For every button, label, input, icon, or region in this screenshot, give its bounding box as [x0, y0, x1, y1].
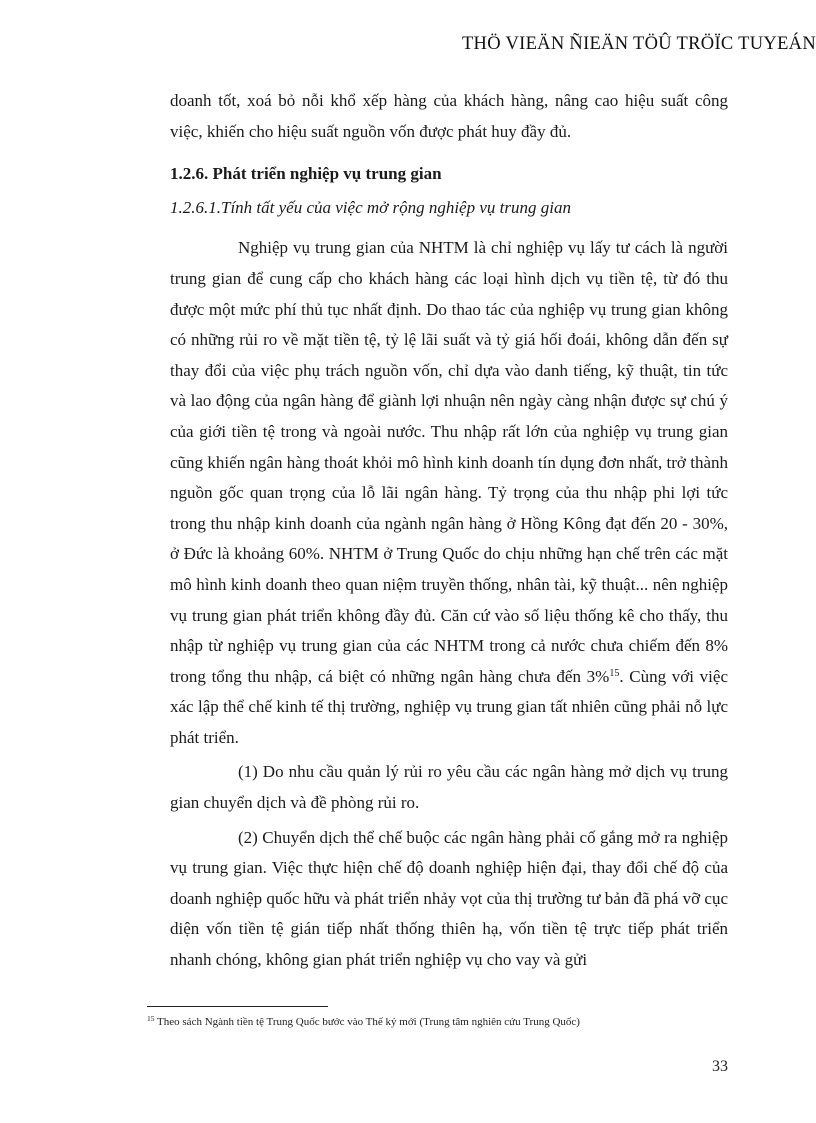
paragraph-institutional-shift: (2) Chuyển dịch thể chế buộc các ngân hàng phải cố gắng mở ra nghiệp vụ trung gian. Việc thực hiện chế độ doanh nghiệp hiện đại, thay đổi chế độ của doanh nghiệp quốc hữu và phát triển nhảy vọt của thị trường tư bản đã phá vỡ cục diện vốn tiền tệ gián tiếp nhất thống thiên hạ, vốn tiền tệ trực tiếp phát triển nhanh chóng, không gian phát triển nghiệp vụ cho vay và gửi	[170, 827, 728, 970]
footnote-separator	[147, 1006, 328, 1007]
body-text	[170, 86, 728, 976]
footnote	[147, 1016, 580, 1028]
subsection-heading: 1.2.6.1.Tính tất yếu của việc mở rộng nghiệp vụ trung gian	[170, 197, 571, 217]
paragraph-risk-management: (1) Do nhu cầu quản lý rủi ro yêu cầu các ngân hàng mở dịch vụ trung gian chuyển dịch và đề phòng rủi ro.	[170, 762, 728, 813]
continued-paragraph: doanh tốt, xoá bỏ nỗi khổ xếp hàng của khách hàng, nâng cao hiệu suất công việc, khiến cho hiệu suất nguồn vốn được phát huy đầy đủ.	[170, 91, 728, 141]
footnote-text: Theo sách Ngành tiền tệ Trung Quốc bước vào Thế kỷ mới (Trung tâm nghiên cứu Trung Quốc)	[154, 1016, 580, 1028]
page-number: 33	[712, 1058, 728, 1075]
paragraph-text-before-ref: Nghiệp vụ trung gian của NHTM là chỉ nghiệp vụ lấy tư cách là người trung gian để cung cấp cho khách hàng các loại hình dịch vụ tiền tệ, từ đó thu được một mức phí thủ tục nhất định. Do thao tác của nghiệp vụ trung gian không có những rủi ro về mặt tiền tệ, tỷ lệ lãi suất và tỷ giá hối đoái, không dẫn đến sự thay đổi của việc phụ trách nguồn vốn, chỉ dựa vào danh tiếng, kỹ thuật, tin tức và lao động của ngân hàng để giành lợi nhuận nên ngày càng nhận được sự chú ý của giới tiền tệ trong và ngoài nước. Thu nhập rất lớn của nghiệp vụ trung gian cũng khiến ngân hàng thoát khỏi mô hình kinh doanh tín dụng đơn nhất, trở thành nguồn gốc quan trọng của lỗ lãi ngân hàng. Tỷ trọng của thu nhập phi lợi tức trong thu nhập kinh doanh của ngành ngân hàng ở Hồng Kông đạt đến 20 - 30%, ở Đức là khoảng 60%. NHTM ở Trung Quốc do chịu những hạn chế trên các mặt mô hình kinh doanh theo quan niệm truyền thống, nhân tài, kỹ thuật... nên nghiệp vụ trung gian phát triển không đầy đủ. Căn cứ vào số liệu thống kê cho thấy, thu nhập từ nghiệp vụ trung gian của các NHTM trong cả nước chưa chiếm đến 8% trong tổng thu nhập, cá biệt có những ngân hàng chưa đến 3%	[170, 238, 728, 686]
footnote-number: 15	[147, 1014, 155, 1023]
section-heading: 1.2.6. Phát triển nghiệp vụ trung gian	[170, 164, 442, 184]
paragraph-text-after-ref: . Cùng với việc xác lập thể chế kinh tế thị trường, nghiệp vụ trung gian tất nhiên cũng phải nỗ lực phát triển.	[170, 666, 728, 747]
running-header: THÖ VIEÄN ÑIEÄN TÖÛ TRÖÏC TUYEÁN	[461, 34, 816, 54]
paragraph-intermediary-business	[170, 233, 728, 757]
footnote-reference[interactable]: 15	[609, 667, 620, 679]
